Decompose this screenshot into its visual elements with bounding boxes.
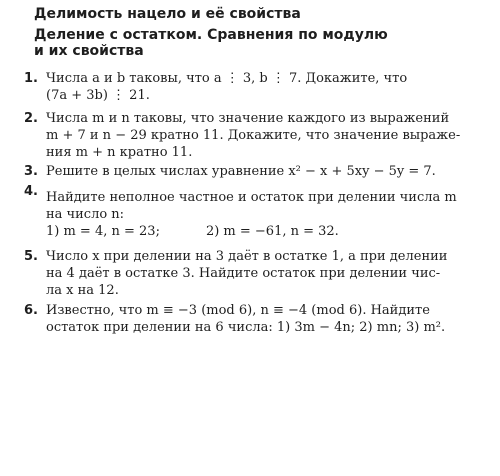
section-subtitle-line2: и их свойства xyxy=(34,43,144,59)
problem-text xyxy=(46,70,492,104)
problem-line: ла x на 12. xyxy=(46,283,119,298)
problem-line: Найдите неполное частное и остаток при делении числа m xyxy=(46,190,457,205)
problem-text xyxy=(46,110,492,161)
option-1: 1) m = 4, n = 23; xyxy=(46,224,160,239)
problem-line: остаток при делении на 6 числа: 1) 3m − 4n; 2) mn; 3) m². xyxy=(46,320,446,335)
problem-line: Числа a и b таковы, что a ⋮ 3, b ⋮ 7. Докажите, что xyxy=(46,71,408,86)
problem-line: на число n: xyxy=(46,207,125,222)
problem-text xyxy=(46,248,492,299)
problem-text xyxy=(46,163,492,180)
problem-line: Числа m и n таковы, что значение каждого из выражений xyxy=(46,111,450,126)
problem-number: 5. xyxy=(24,249,38,264)
problem-number: 1. xyxy=(24,71,38,86)
problem-line: m + 7 и n − 29 кратно 11. Докажите, что значение выраже- xyxy=(46,128,461,143)
problem-line: ния m + n кратно 11. xyxy=(46,145,193,160)
problem-line: Число x при делении на 3 даёт в остатке 1, а при делении xyxy=(46,249,448,264)
problem-number: 3. xyxy=(24,164,38,179)
problem-number: 2. xyxy=(24,111,38,126)
problem-line: Известно, что m ≡ −3 (mod 6), n ≡ −4 (mod 6). Найдите xyxy=(46,303,430,318)
section-title: Делимость нацело и её свойства xyxy=(34,6,301,22)
section-subtitle-line1: Деление с остатком. Сравнения по модулю xyxy=(34,27,388,43)
problem-number: 6. xyxy=(24,303,38,318)
problem-line: (7a + 3b) ⋮ 21. xyxy=(46,88,150,103)
option-2: 2) m = −61, n = 32. xyxy=(205,224,339,239)
problem-line: на 4 даёт в остатке 3. Найдите остаток при делении чис- xyxy=(46,266,441,281)
problem-text xyxy=(46,189,492,240)
problem-text xyxy=(46,302,492,336)
problem-options xyxy=(46,223,492,240)
problem-line: Решите в целых числах уравнение x² − x + 5xy − 5y = 7. xyxy=(46,164,436,179)
problem-number: 4. xyxy=(24,184,38,199)
